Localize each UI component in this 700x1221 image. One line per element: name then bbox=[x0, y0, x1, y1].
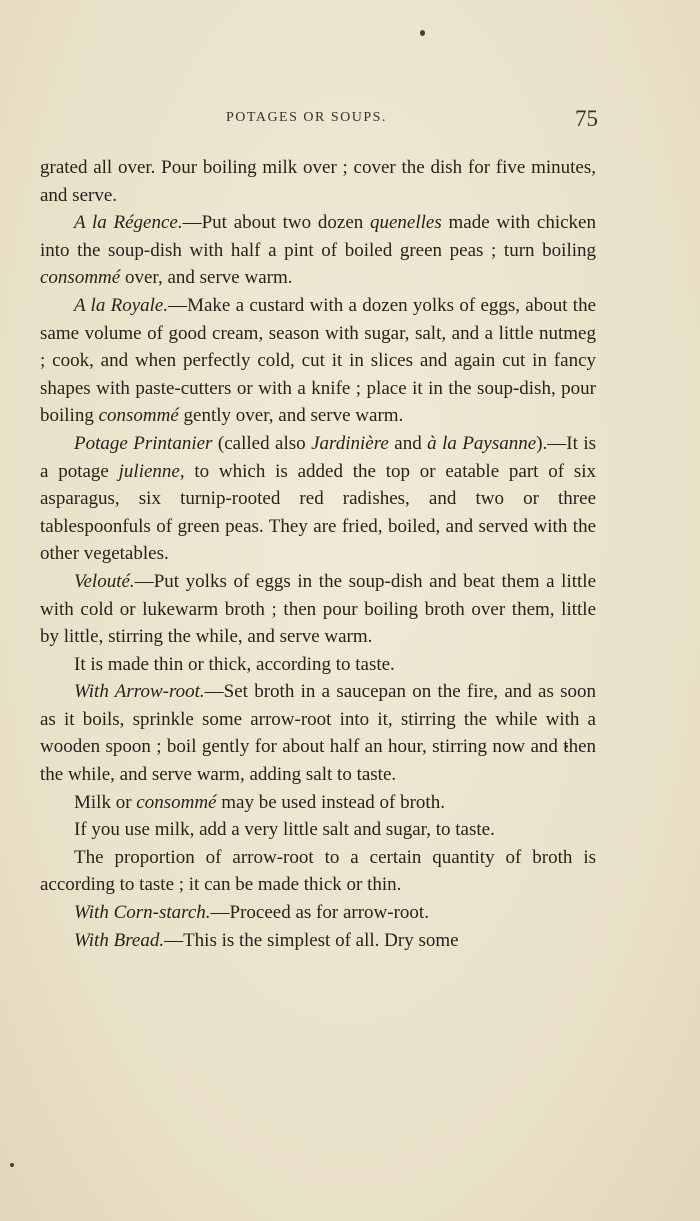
paragraph bbox=[40, 789, 596, 817]
text-run: ).—It is a potage bbox=[40, 432, 597, 482]
text-run: quenelles bbox=[370, 212, 442, 234]
text-run: With Arrow-root. bbox=[74, 681, 205, 703]
text-run: made with chicken into the soup-dish with half a pint of boiled green peas ; turn boiling bbox=[40, 212, 596, 261]
text-run: Milk or bbox=[74, 791, 137, 813]
running-head: POTAGES OR SOUPS. bbox=[226, 110, 387, 125]
paragraph bbox=[40, 678, 596, 788]
text-run: Jardinière bbox=[311, 432, 389, 454]
text-run: grated all over. Pour boiling milk over ; cover the dish for five minutes, and serve. bbox=[40, 157, 596, 206]
paragraph bbox=[40, 154, 596, 209]
text-run: —Set broth in a saucepan on the fire, and as soon as it boils, sprinkle some arrow-root into it, stirring the while with a wooden spoon ; boil gently for about half an hour, stirring now and then the while, and serve warm, adding salt to taste. bbox=[40, 681, 596, 786]
paragraph bbox=[40, 899, 596, 927]
ink-speck bbox=[420, 30, 425, 36]
paragraph bbox=[40, 816, 596, 844]
page-number: 75 bbox=[575, 106, 598, 131]
text-run: gently over, and serve warm. bbox=[178, 405, 404, 427]
text-run: over, and serve warm. bbox=[120, 267, 293, 289]
paragraph bbox=[40, 568, 596, 651]
text-run: consommé bbox=[40, 267, 121, 289]
text-run: and bbox=[388, 432, 428, 454]
text-run: —Proceed as for arrow-root. bbox=[210, 902, 429, 924]
text-run: A la Régence. bbox=[74, 212, 183, 234]
text-run: Potage Printanier bbox=[74, 432, 213, 454]
text-run: consommé bbox=[98, 405, 179, 427]
text-run: à la Paysanne bbox=[427, 432, 537, 454]
paragraph bbox=[40, 651, 596, 679]
paragraph bbox=[40, 209, 596, 292]
text-run: (called also bbox=[212, 432, 312, 454]
text-run: —Put about two dozen bbox=[182, 212, 370, 234]
paragraph bbox=[40, 927, 596, 955]
text-run: —This is the simplest of all. Dry some bbox=[164, 929, 459, 951]
text-run: The proportion of arrow-root to a certain quantity of broth is according to taste ; it can be made thick or thin. bbox=[40, 846, 596, 896]
ink-speck bbox=[10, 1163, 14, 1167]
paragraph bbox=[40, 844, 596, 899]
text-run: , to which is added the top or eatable part of six asparagus, six turnip-rooted red radishes, and two or three tablespoonfuls of green peas. They are fried, boiled, and served with the other vegetables. bbox=[40, 460, 597, 565]
text-run: With Bread. bbox=[74, 929, 165, 951]
text-run: —Put yolks of eggs in the soup-dish and beat them a little with cold or lukewarm broth ; then pour boiling broth over them, little by little, stirring the while, and serve warm. bbox=[40, 570, 596, 648]
paragraph bbox=[40, 430, 596, 568]
text-run: may be used instead of broth. bbox=[216, 791, 445, 813]
text-run: julienne bbox=[118, 460, 180, 482]
text-run: Velouté. bbox=[74, 570, 135, 592]
text-run: It is made thin or thick, according to taste. bbox=[74, 653, 395, 675]
text-run: If you use milk, add a very little salt and sugar, to taste. bbox=[74, 819, 495, 841]
body-text bbox=[40, 154, 596, 954]
text-run: consommé bbox=[136, 791, 217, 813]
text-run: A la Royale. bbox=[74, 294, 169, 316]
paragraph bbox=[40, 292, 596, 430]
text-run: —Make a custard with a dozen yolks of eggs, about the same volume of good cream, season with sugar, salt, and a little nutmeg ; cook, and when perfectly cold, cut it in slices and again cut in fancy shapes with paste-cutters or with a knife ; place it in the soup-dish, pour boiling bbox=[40, 294, 597, 427]
page-header bbox=[40, 106, 600, 136]
text-run: With Corn-starch. bbox=[74, 902, 211, 924]
